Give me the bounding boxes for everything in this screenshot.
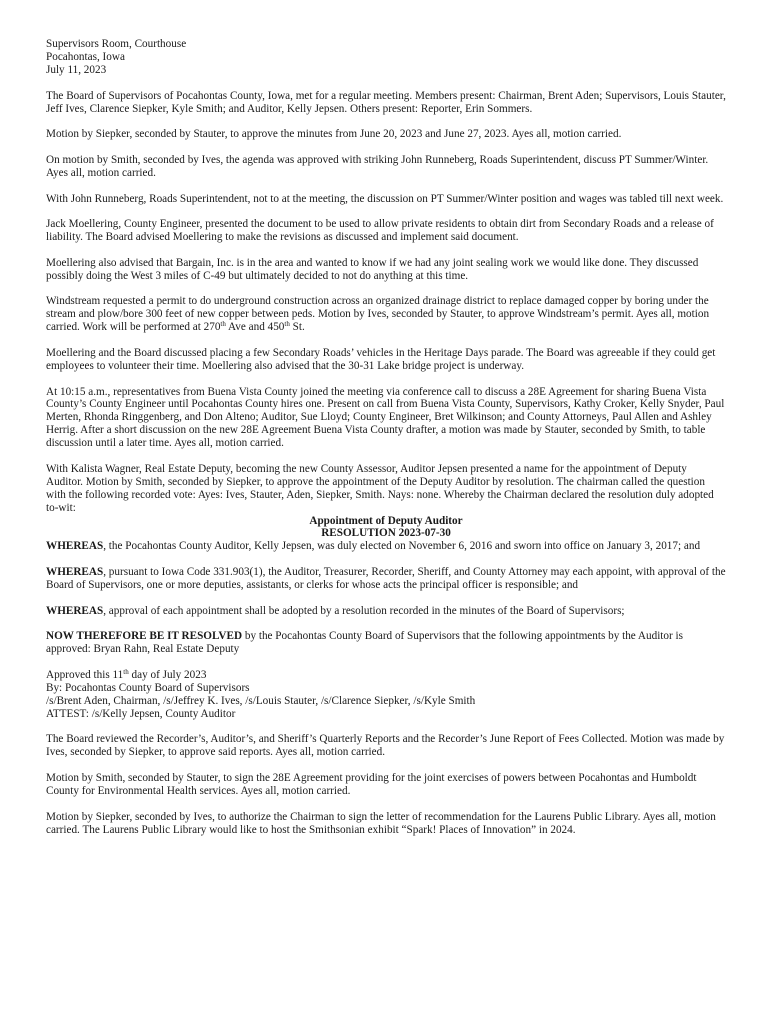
ordinal-suffix: th bbox=[284, 320, 290, 329]
pt-position-paragraph: With John Runneberg, Roads Superintendent, not to at the meeting, the discussion on PT Summer/Winter position and wages was tabled till next week. bbox=[46, 192, 724, 205]
meeting-city: Pocahontas, Iowa bbox=[46, 50, 125, 63]
windstream-text-c: St. bbox=[289, 321, 305, 334]
deputy-auditor-paragraph: With Kalista Wagner, Real Estate Deputy, becoming the new County Assessor, Auditor Jepsen presented a name for the appointment of Deputy Auditor. Motion by Smith, seconded by Siepker, to approve the appointment of the Deputy Auditor by resolution. The chairman called the question with the following recorded vote: Ayes: Ives, Stauter, Aden, Siepker, Smith. Nays: none. Whereby the Chairman declared the resolution duly adopted to-wit: bbox=[46, 462, 714, 514]
parade-paragraph: Moellering and the Board discussed placing a few Secondary Roads’ vehicles in the Heritage Days parade. The Board was agreeable if they could get employees to volunteer their time. Moellering also advised that the 30-31 Lake bridge project is underway. bbox=[46, 346, 716, 372]
signature-block bbox=[46, 669, 726, 721]
ordinal-suffix: th bbox=[123, 667, 129, 676]
ordinal-suffix: th bbox=[220, 320, 226, 329]
document-header bbox=[46, 38, 726, 77]
resolved-text: by the Pocahontas County Board of Supervisors that the following appointments by the Auditor is approved: Bryan Rahn, Real Estate Deputy bbox=[46, 630, 683, 656]
whereas-text: , pursuant to Iowa Code 331.903(1), the Auditor, Treasurer, Recorder, Sheriff, and County Attorney may each appoint, with approval of the Board of Supervisors, one or more deputies, assistants, or clerks for whose acts the principal officer is responsible; and bbox=[46, 566, 726, 591]
whereas-clause-1 bbox=[46, 540, 726, 553]
windstream-text-b: Ave and 450 bbox=[225, 321, 285, 334]
resolved-label: NOW THEREFORE BE IT RESOLVED bbox=[46, 630, 243, 643]
whereas-label: WHEREAS bbox=[46, 566, 104, 579]
whereas-clause-3 bbox=[46, 605, 726, 618]
approved-date-line bbox=[46, 669, 726, 682]
meeting-location: Supervisors Room, Courthouse bbox=[46, 38, 187, 50]
library-paragraph: Motion by Siepker, seconded by Ives, to authorize the Chairman to sign the letter of recommendation for the Laurens Public Library. Ayes all, motion carried. The Laurens Public Library would like to host the Smithsonian exhibit “Spark! Places of Innovation” in 2024. bbox=[46, 810, 716, 836]
dirt-document-paragraph: Jack Moellering, County Engineer, presented the document to be used to allow private residents to obtain dirt from Secondary Roads and a release of liability. The Board advised Moellering to make the revisions as discussed and implement said document. bbox=[46, 218, 714, 244]
attendance-paragraph: The Board of Supervisors of Pocahontas County, Iowa, met for a regular meeting. Members present: Chairman, Brent Aden; Supervisors, Louis Stauter, Jeff Ives, Clarence Siepker, Kyle Smith; and Auditor, Kelly Jepsen. Others present: Reporter, Erin Sommers. bbox=[46, 89, 726, 115]
whereas-text: , approval of each appointment shall be adopted by a resolution recorded in the minutes of the Board of Supervisors; bbox=[103, 604, 625, 617]
whereas-clause-2 bbox=[46, 566, 726, 592]
by-line: By: Pocahontas County Board of Supervisors bbox=[46, 681, 250, 694]
minutes-document bbox=[46, 38, 726, 849]
windstream-text-a: Windstream requested a permit to do underground construction across an organized drainage district to replace damaged copper by boring under the stream and plow/bore 300 feet of new copper between peds. Motion by Ives, seconded by Stauter, to approve Windstream’s permit. Ayes all, motion carried. Work will be performed at 270 bbox=[46, 295, 710, 334]
joint-sealing-paragraph: Moellering also advised that Bargain, Inc. is in the area and wanted to know if we had any joint sealing work we would like done. They discussed possibly doing the West 3 miles of C-49 but ultimately decided to not do anything at this time. bbox=[46, 256, 699, 282]
minutes-approval-paragraph: Motion by Siepker, seconded by Stauter, to approve the minutes from June 20, 2023 and June 27, 2023. Ayes all, motion carried. bbox=[46, 128, 622, 141]
whereas-text: , the Pocahontas County Auditor, Kelly Jepsen, was duly elected on November 6, 2016 and sworn into office on January 3, 2017; and bbox=[103, 540, 701, 553]
resolved-clause bbox=[46, 630, 726, 656]
whereas-label: WHEREAS bbox=[46, 604, 104, 617]
resolution-number: RESOLUTION 2023-07-30 bbox=[321, 527, 451, 540]
meeting-date: July 11, 2023 bbox=[46, 63, 107, 76]
quarterly-reports-paragraph: The Board reviewed the Recorder’s, Auditor’s, and Sheriff’s Quarterly Reports and the Recorder’s June Report of Fees Collected. Motion was made by Ives, seconded by Siepker, to approve said reports. Ayes all, motion carried. bbox=[46, 733, 725, 759]
windstream-permit-paragraph bbox=[46, 295, 726, 334]
approved-text-b: day of July 2023 bbox=[128, 668, 207, 681]
signers-line: /s/Brent Aden, Chairman, /s/Jeffrey K. Ives, /s/Louis Stauter, /s/Clarence Siepker, /s/Kyle Smith bbox=[46, 694, 476, 707]
attest-line: ATTEST: /s/Kelly Jepsen, County Auditor bbox=[46, 707, 236, 720]
resolution-title: Appointment of Deputy Auditor bbox=[309, 514, 463, 527]
agenda-approval-paragraph: On motion by Smith, seconded by Ives, the agenda was approved with striking John Runneberg, Roads Superintendent, discuss PT Summer/Winter. Ayes all, motion carried. bbox=[46, 153, 709, 179]
environmental-health-paragraph: Motion by Smith, seconded by Stauter, to sign the 28E Agreement providing for the joint exercises of powers between Pocahontas and Humboldt County for Environmental Health services. Ayes all, motion carried. bbox=[46, 772, 697, 797]
whereas-label: WHEREAS bbox=[46, 540, 104, 553]
approved-text-a: Approved this 11 bbox=[46, 668, 124, 681]
buena-vista-paragraph: At 10:15 a.m., representatives from Buena Vista County joined the meeting via conference call to discuss a 28E Agreement for sharing Buena Vista County’s County Engineer until Pocahontas County hires one. Present on call from Buena Vista County, Supervisors, Kathy Croker, Kelly Snyder, Paul Merten, Rhonda Ringgenberg, and Don Alteno; Auditor, Sue Lloyd; County Engineer, Bret Wilkinson; and County Attorneys, Paul Allen and Ashley Herrig. After a short discussion on the new 28E Agreement Buena Vista County drafter, a motion was made by Stauter, seconded by Smith, to table discussion until a later time. Ayes all, motion carried. bbox=[46, 385, 725, 450]
